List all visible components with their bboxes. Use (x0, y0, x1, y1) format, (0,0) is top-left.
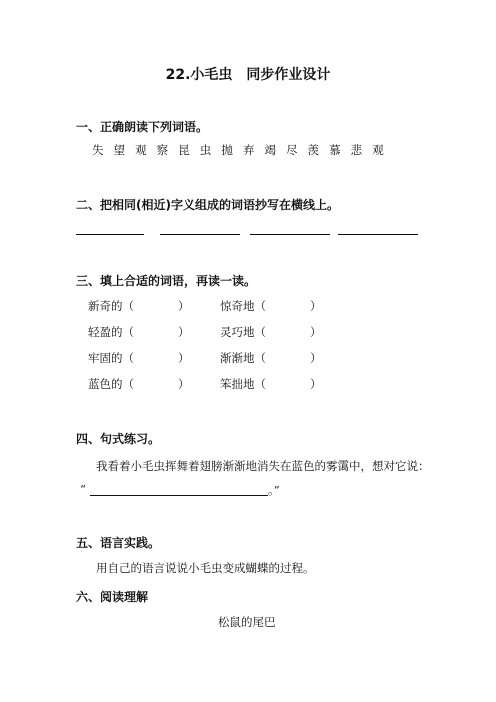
blank-line-2[interactable] (160, 234, 240, 235)
fill-left-3: 牢固的（ (88, 351, 134, 365)
fill-right-3: 渐渐地（ (220, 351, 266, 365)
page-title: 22.小毛虫 同步作业设计 (165, 67, 331, 83)
section-4-heading: 四、句式练习。 (76, 432, 161, 446)
close-paren: ） (310, 299, 322, 313)
blank-line-1[interactable] (76, 234, 144, 235)
close-paren: ） (310, 325, 322, 339)
section-5-heading: 五、语言实践。 (76, 536, 161, 550)
section-6-heading: 六、阅读理解 (76, 590, 149, 604)
quote-open: “ (80, 482, 86, 496)
word-list: 失 望 观 察 昆 虫 抛 弃 竭 尽 羡 慕 悲 观 (92, 143, 384, 157)
sentence-blank[interactable] (90, 495, 268, 496)
close-paren: ） (310, 351, 322, 365)
fill-right-4: 笨拙地（ (220, 377, 266, 391)
section-1-heading: 一、正确朗读下列词语。 (76, 120, 209, 134)
close-paren: ） (178, 377, 190, 391)
fill-left-1: 新奇的（ (88, 299, 134, 313)
close-paren: ） (178, 299, 190, 313)
practice-text: 用自己的语言说说小毛虫变成蝴蝶的过程。 (96, 561, 315, 575)
fill-right-1: 惊奇地（ (220, 299, 266, 313)
section-3-heading: 三、填上合适的词语，再读一读。 (76, 274, 257, 288)
close-paren: ） (310, 377, 322, 391)
fill-right-2: 灵巧地（ (220, 325, 266, 339)
quote-close: 。” (268, 483, 280, 497)
blank-line-4[interactable] (338, 234, 418, 235)
close-paren: ） (178, 351, 190, 365)
passage-title: 松鼠的尾巴 (218, 615, 276, 629)
close-paren: ） (178, 325, 190, 339)
section-2-heading: 二、把相同(相近)字义组成的词语抄写在横线上。 (76, 198, 339, 212)
blank-line-3[interactable] (250, 234, 330, 235)
fill-left-2: 轻盈的（ (88, 325, 134, 339)
sentence-prompt: 我看着小毛虫挥舞着翅膀渐渐地消失在蓝色的雾霭中，想对它说： (96, 459, 430, 473)
fill-left-4: 蓝色的（ (88, 377, 134, 391)
